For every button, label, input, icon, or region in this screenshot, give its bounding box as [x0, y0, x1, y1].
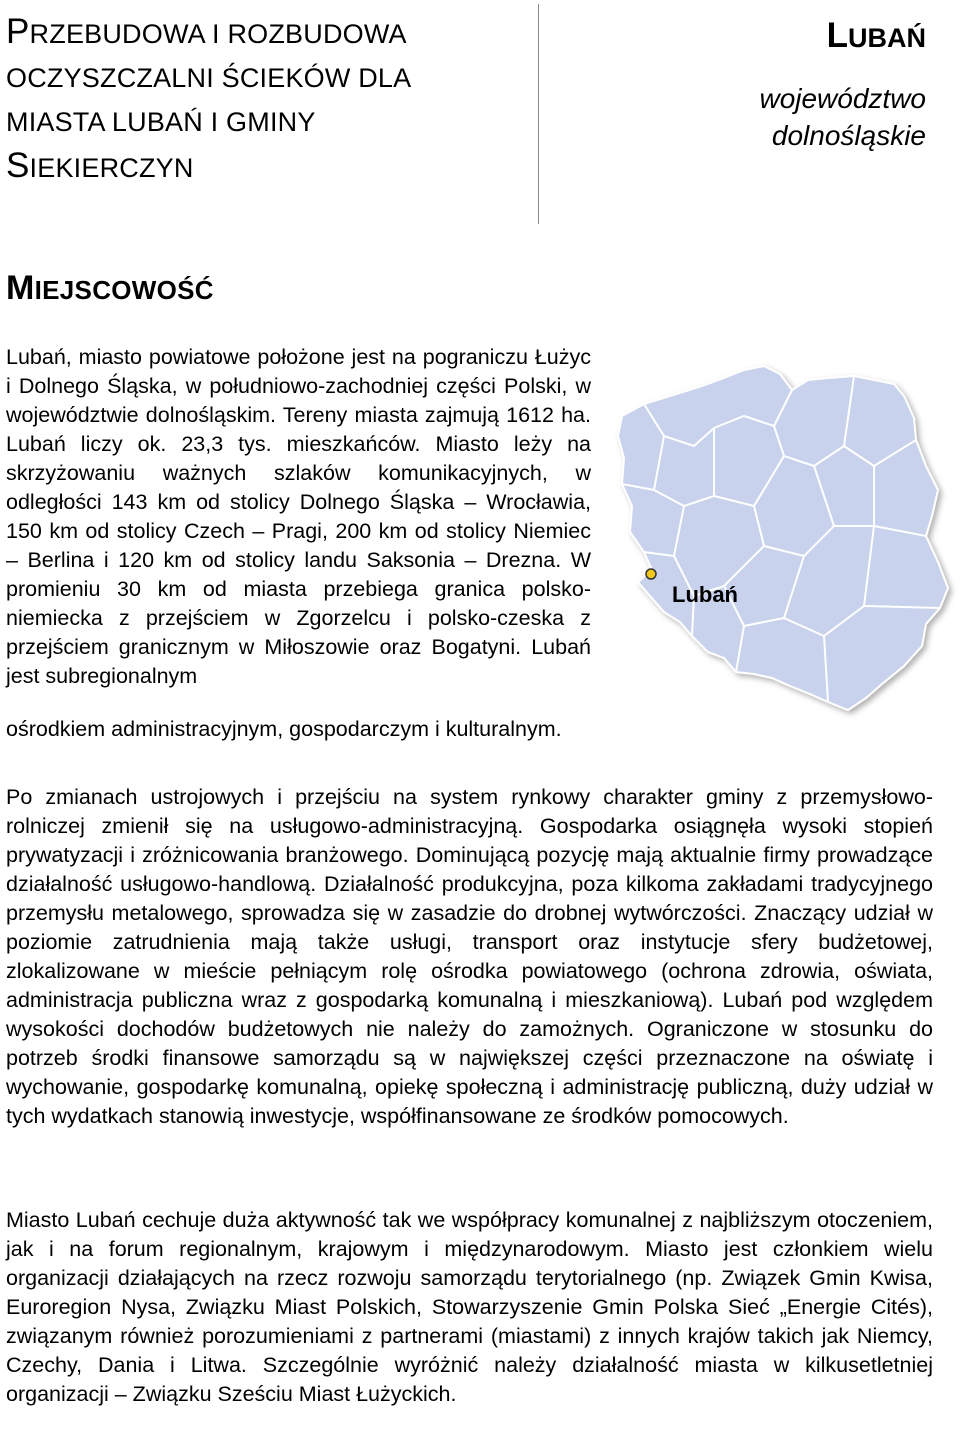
country-outline: [618, 366, 948, 710]
title-line: PRZEBUDOWA I ROZBUDOWA: [6, 12, 407, 51]
city-name: LUBAŃ: [826, 16, 926, 55]
luban-marker-icon: [646, 569, 656, 579]
title-line: OCZYSZCZALNI ŚCIEKÓW DLA: [6, 63, 412, 93]
section-heading: MIEJSCOWOŚĆ: [6, 269, 214, 307]
document-title: [6, 10, 526, 190]
region-line-1: województwo: [759, 83, 926, 114]
map-label: Lubań: [672, 582, 738, 607]
paragraph-economy: Po zmianach ustrojowych i przejściu na system rynkowy charakter gminy z przemysłowo-rolniczej zmienił się na usługowo-administracyjną. Gospodarka osiągnęła wysoki stopień prywatyzacji i zróżnicowania branżowego. Dominującą pozycję mają aktualnie firmy prowadzące działalność usługowo-handlową. Działalność produkcyjna, poza kilkoma zakładami tradycyjnego przemysłu metalowego, sprowadza się w zasadzie do drobnej wytwórczości. Znaczący udział w poziomie zatrudnienia mają także usługi, transport oraz instytucje sfery budżetowej, zlokalizowane w mieście pełniącym rolę ośrodka powiatowego (ochrona zdrowia, oświata, administracja publiczna wraz z gospodarką komunalną i mieszkaniową). Lubań pod względem wysokości dochodów budżetowych nie należy do zamożnych. Ograniczone w stosunku do potrzeb środki finansowe samorządu są w największej części przeznaczone na oświatę i wychowanie, gospodarkę komunalną, opiekę społeczną i administrację publiczną, duży udział w tych wydatkach stanowią inwestycje, współfinansowane ze środków pomocowych.: [6, 785, 933, 1128]
region-line-2: dolnośląskie: [771, 120, 926, 151]
title-line: SIEKIERCZYN: [6, 146, 194, 185]
header-divider: [538, 4, 539, 224]
title-line: MIASTA LUBAŃ I GMINY: [6, 107, 316, 137]
poland-map: [604, 356, 958, 720]
paragraph-location: Lubań, miasto powiatowe położone jest na pograniczu Łużyc i Dolnego Śląska, w południowo-zachodniej części Polski, w województwie dolnośląskim. Tereny miasta zajmują 1612 ha. Lubań liczy ok. 23,3 tys. mieszkańców. Miasto leży na skrzyżowaniu ważnych szlaków komunikacyjnych, w odległości 143 km od stolicy Dolnego Śląska – Wrocławia, 150 km od stolicy Czech – Pragi, 200 km od stolicy Niemiec – Berlina i 120 km od stolicy landu Saksonia – Drezna. W promieniu 30 km od miasta przebiega granica polsko-niemiecka z przejściem w Zgorzelcu i polsko-czeska z przejściem granicznym w Miłoszowie oraz Bogatyni. Lubań jest subregionalnym: [6, 345, 591, 688]
poland-map-graphic: [604, 356, 958, 720]
paragraph-location-last-line: ośrodkiem administracyjnym, gospodarczym i kulturalnym.: [6, 717, 562, 741]
paragraph-cooperation: Miasto Lubań cechuje duża aktywność tak we współpracy komunalnej z najbliższym otoczeniem, jak i na forum regionalnym, krajowym i międzynarodowym. Miasto jest członkiem wielu organizacji działających na rzecz rozwoju samorządu terytorialnego (np. Związek Gmin Kwisa, Euroregion Nysa, Związku Miast Polskich, Stowarzyszenie Gmin Polska Sieć „Energie Cités), związanym również porozumieniami z partnerami (miastami) z innych krajów takich jak Niemcy, Czechy, Dania i Litwa. Szczególnie wyróżnić należy działalność miasta w kilkusetletniej organizacji – Związku Sześciu Miast Łużyckich.: [6, 1208, 933, 1406]
location-header: [759, 14, 926, 154]
